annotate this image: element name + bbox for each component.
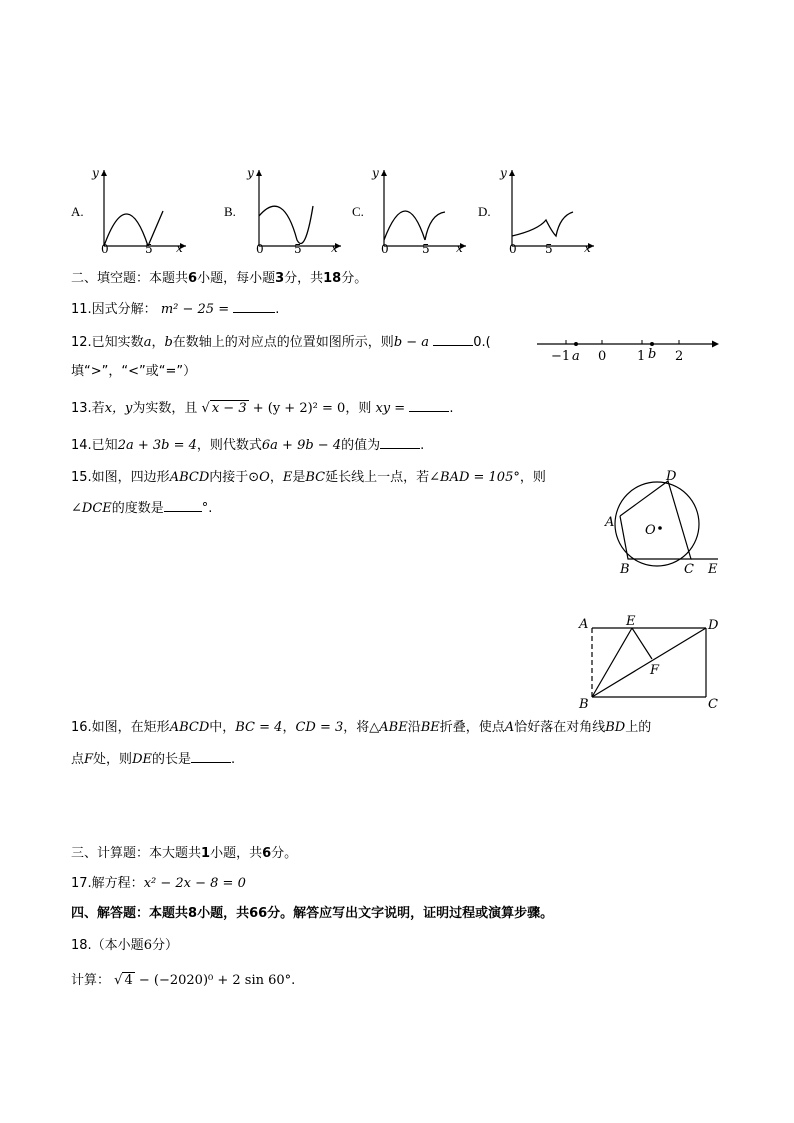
option-b-label: B. bbox=[224, 204, 236, 219]
option-d-label: D. bbox=[478, 204, 491, 219]
question-12-line2: 填“>”，“<”或“=”） bbox=[71, 364, 197, 379]
circle-figure bbox=[598, 466, 728, 581]
graph-c bbox=[370, 160, 470, 255]
numline-point-b: b bbox=[648, 347, 657, 362]
numline-point-a: a bbox=[572, 349, 580, 364]
circle-label-e: E bbox=[708, 562, 718, 577]
graph-a bbox=[90, 160, 190, 255]
rect-label-f: F bbox=[650, 663, 660, 678]
answer-blank-15[interactable] bbox=[164, 499, 202, 512]
number-line bbox=[535, 332, 725, 364]
graph-b-5: 5 bbox=[294, 242, 302, 255]
section2-heading: 二、填空题：本题共6小题，每小题3分，共18分。 bbox=[71, 271, 368, 286]
question-18-title: 18.（本小题6分） bbox=[71, 938, 178, 953]
question-16: 16.如图，在矩形ABCD中，BC = 4，CD = 3，将△ABE沿BE折叠，使点A恰好落在对角线BD上的 bbox=[71, 720, 652, 735]
section3-heading: 三、计算题：本大题共1小题，共6分。 bbox=[71, 846, 298, 861]
question-15-line2: ∠DCE的度数是 °. bbox=[71, 501, 213, 516]
graph-c-y: y bbox=[372, 166, 379, 180]
graph-d-y: y bbox=[500, 166, 507, 180]
answer-blank-13[interactable] bbox=[409, 399, 449, 412]
graph-d-0: 0 bbox=[509, 242, 517, 255]
rect-label-a: A bbox=[579, 617, 589, 632]
answer-blank-11[interactable] bbox=[233, 300, 275, 313]
circle-label-d: D bbox=[666, 469, 677, 484]
graph-c-0: 0 bbox=[381, 242, 389, 255]
section4-heading: 四、解答题：本题共8小题，共66分。解答应写出文字说明，证明过程或演算步骤。 bbox=[71, 906, 554, 921]
question-12: 12.已知实数a，b在数轴上的对应点的位置如图所示，则b − a 0.( bbox=[71, 335, 491, 350]
question-13: 13.若x，y为实数，且 √ x − 3 + (y + 2)² = 0，则 xy = . bbox=[71, 401, 454, 416]
rect-label-d: D bbox=[708, 618, 719, 633]
circle-label-o: O bbox=[645, 523, 656, 538]
circle-label-b: B bbox=[620, 562, 630, 577]
question-18: 计算： √ 4 − (−2020)⁰ + 2 sin 60°. bbox=[71, 973, 296, 988]
rect-label-c: C bbox=[708, 697, 718, 712]
graph-a-y: y bbox=[92, 166, 99, 180]
answer-blank-16[interactable] bbox=[191, 750, 231, 763]
graph-d-5: 5 bbox=[545, 242, 553, 255]
rect-label-b: B bbox=[579, 697, 589, 712]
rectangle-figure bbox=[575, 612, 725, 712]
question-15: 15.如图，四边形ABCD内接于⊙O，E是BC延长线上一点，若∠BAD = 105°，则 bbox=[71, 470, 546, 485]
sqrt-sign: √ bbox=[201, 401, 210, 416]
answer-blank-12[interactable] bbox=[433, 333, 473, 346]
graph-b-y: y bbox=[247, 166, 254, 180]
graph-a-x: x bbox=[176, 241, 183, 255]
answer-blank-14[interactable] bbox=[380, 436, 420, 449]
option-graphs bbox=[60, 160, 600, 255]
graph-d-x: x bbox=[584, 241, 591, 255]
question-14: 14.已知2a + 3b = 4，则代数式6a + 9b − 4的值为 . bbox=[71, 438, 425, 453]
circle-label-a: A bbox=[605, 515, 615, 530]
option-c-label: C. bbox=[352, 204, 364, 219]
graph-d bbox=[498, 160, 598, 255]
question-16-line2: 点F处，则DE的长是 . bbox=[71, 752, 236, 767]
graph-c-x: x bbox=[456, 241, 463, 255]
graph-b-x: x bbox=[331, 241, 338, 255]
circle-label-c: C bbox=[684, 562, 694, 577]
question-11: 11.因式分解： m² − 25 = . bbox=[71, 302, 280, 317]
numline-tick-0: 0 bbox=[598, 349, 607, 364]
question-17: 17.解方程：x² − 2x − 8 = 0 bbox=[71, 876, 246, 891]
rect-label-e: E bbox=[626, 614, 636, 629]
graph-a-0: 0 bbox=[101, 242, 109, 255]
sqrt-sign-18: √ bbox=[114, 973, 123, 988]
graph-a-5: 5 bbox=[145, 242, 153, 255]
numline-tick-2: 2 bbox=[675, 349, 684, 364]
graph-c-5: 5 bbox=[422, 242, 430, 255]
graph-b-0: 0 bbox=[256, 242, 264, 255]
option-a-label: A. bbox=[71, 204, 84, 219]
graph-b bbox=[245, 160, 345, 255]
numline-tick-neg1: −1 bbox=[551, 349, 571, 364]
numline-tick-1: 1 bbox=[637, 349, 646, 364]
